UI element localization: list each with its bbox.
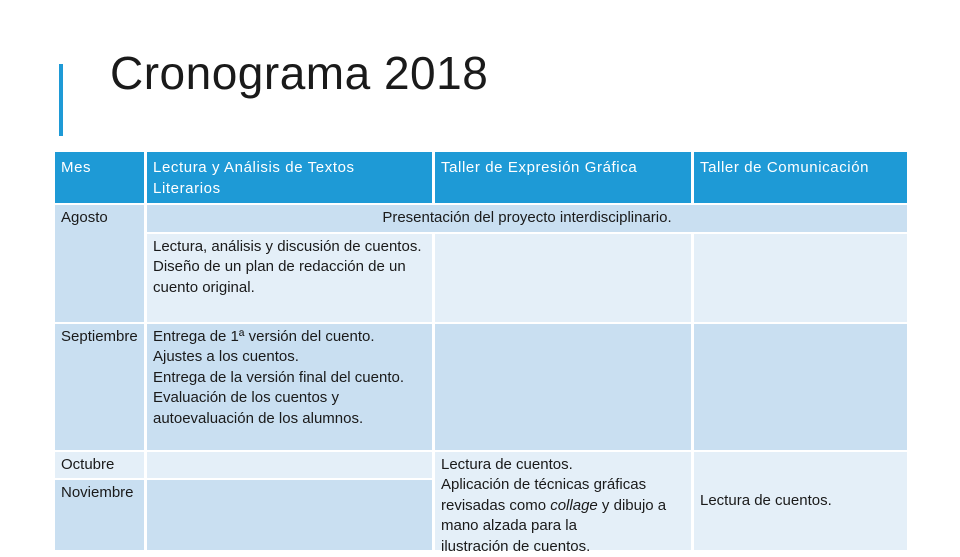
lectura-cell-septiembre <box>147 324 432 450</box>
schedule-table <box>52 150 910 552</box>
comunicacion-cell-agosto <box>694 234 907 322</box>
lectura-line: Entrega de la versión final del cuento. <box>153 368 426 389</box>
header-expresion-grafica: Taller de Expresión Gráfica <box>435 152 691 203</box>
grafica-line <box>441 475 685 537</box>
lectura-cell-noviembre <box>147 480 432 550</box>
comunicacion-text: Lectura de cuentos. <box>700 492 832 509</box>
month-cell-octubre <box>55 452 144 479</box>
lectura-cell-octubre <box>147 452 432 479</box>
grafica-line: ilustración de cuentos. <box>441 537 685 557</box>
month-cell-noviembre <box>55 480 144 550</box>
header-mes: Mes <box>55 152 144 203</box>
lectura-line: Ajustes a los cuentos. <box>153 347 426 368</box>
grafica-cell-agosto <box>435 234 691 322</box>
header-lectura-analisis: Lectura y Análisis de Textos Literarios <box>147 152 432 203</box>
month-cell-septiembre <box>55 324 144 450</box>
month-label: Agosto <box>61 209 108 226</box>
lectura-cell-agosto <box>147 234 432 322</box>
grafica-text: Aplicación de técnicas gráficas revisadas como <box>441 476 646 514</box>
presentation-text: Presentación del proyecto interdisciplinario. <box>382 209 671 226</box>
lectura-line: Entrega de 1ª versión del cuento. <box>153 327 426 348</box>
merged-cell-presentacion <box>147 205 907 232</box>
grafica-emphasis: collage <box>550 497 598 514</box>
grafica-cell-septiembre <box>435 324 691 450</box>
slide-title: Cronograma 2018 <box>110 46 488 100</box>
header-comunicacion: Taller de Comunicación <box>694 152 907 203</box>
grafica-text: y dibujo a mano alzada para la <box>441 497 666 535</box>
month-label: Septiembre <box>61 328 138 345</box>
lectura-line: Evaluación de los cuentos y autoevaluación de los alumnos. <box>153 388 426 429</box>
grafica-cell-oct-nov <box>435 452 691 551</box>
month-cell-agosto <box>55 205 144 322</box>
lectura-line: Lectura, análisis y discusión de cuentos. <box>153 237 426 258</box>
comunicacion-cell-oct-nov <box>694 452 907 551</box>
month-label: Noviembre <box>61 484 134 501</box>
grafica-line: Lectura de cuentos. <box>441 455 685 476</box>
title-accent-bar <box>59 64 63 136</box>
lectura-line: Diseño de un plan de redacción de un cuento original. <box>153 257 426 298</box>
month-label: Octubre <box>61 456 114 473</box>
comunicacion-cell-septiembre <box>694 324 907 450</box>
